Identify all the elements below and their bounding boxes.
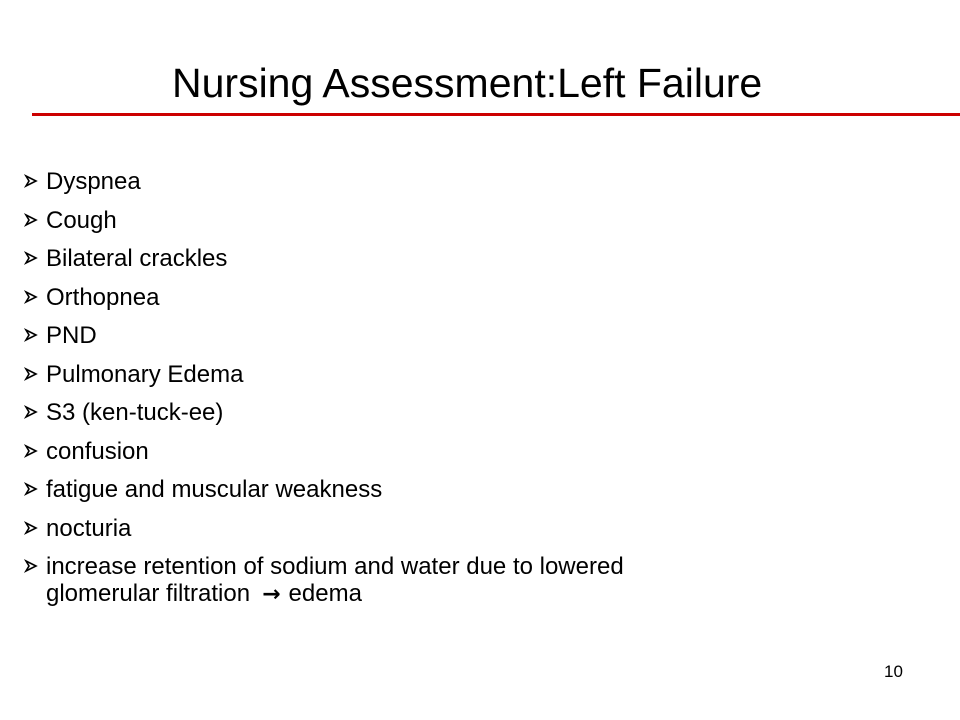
list-item [24, 284, 624, 311]
bullet-text: Pulmonary Edema [46, 360, 244, 388]
right-arrow-icon: → [262, 582, 281, 607]
title-underline [32, 113, 960, 116]
bullet-list [24, 168, 624, 620]
slide-title: Nursing Assessment:Left Failure [172, 60, 763, 106]
bullet-text: Dyspnea [46, 168, 141, 195]
chevron-arrow-icon [24, 174, 38, 188]
chevron-arrow-icon [24, 559, 38, 573]
list-item [24, 322, 624, 349]
list-item [24, 515, 624, 542]
bullet-text: Cough [46, 206, 117, 234]
bullet-text: confusion [46, 437, 149, 465]
list-item [24, 207, 624, 234]
chevron-arrow-icon [24, 213, 38, 227]
list-item [24, 245, 624, 272]
chevron-arrow-icon [24, 251, 38, 265]
list-item [24, 361, 624, 388]
bullet-text-part: edema [288, 580, 362, 607]
bullet-text-continuation [46, 580, 624, 608]
chevron-arrow-icon [24, 328, 38, 342]
bullet-text: fatigue and muscular weakness [46, 476, 383, 503]
chevron-arrow-icon [24, 521, 38, 535]
list-item [24, 168, 624, 195]
bullet-text: Orthopnea [46, 283, 160, 311]
bullet-text: Bilateral crackles [46, 245, 228, 272]
chevron-arrow-icon [24, 290, 38, 304]
list-item [24, 553, 624, 608]
chevron-arrow-icon [24, 405, 38, 419]
slide-number: 10 [884, 662, 903, 681]
list-item [24, 399, 624, 426]
bullet-text: increase retention of sodium and water due to lowered [46, 553, 624, 580]
list-item [24, 438, 624, 465]
list-item [24, 476, 624, 503]
chevron-arrow-icon [24, 367, 38, 381]
chevron-arrow-icon [24, 444, 38, 458]
bullet-text: nocturia [46, 514, 132, 542]
bullet-text-part: glomerular filtration [46, 580, 251, 607]
bullet-text: S3 (ken-tuck-ee) [46, 399, 224, 426]
chevron-arrow-icon [24, 482, 38, 496]
bullet-text: PND [46, 322, 97, 349]
